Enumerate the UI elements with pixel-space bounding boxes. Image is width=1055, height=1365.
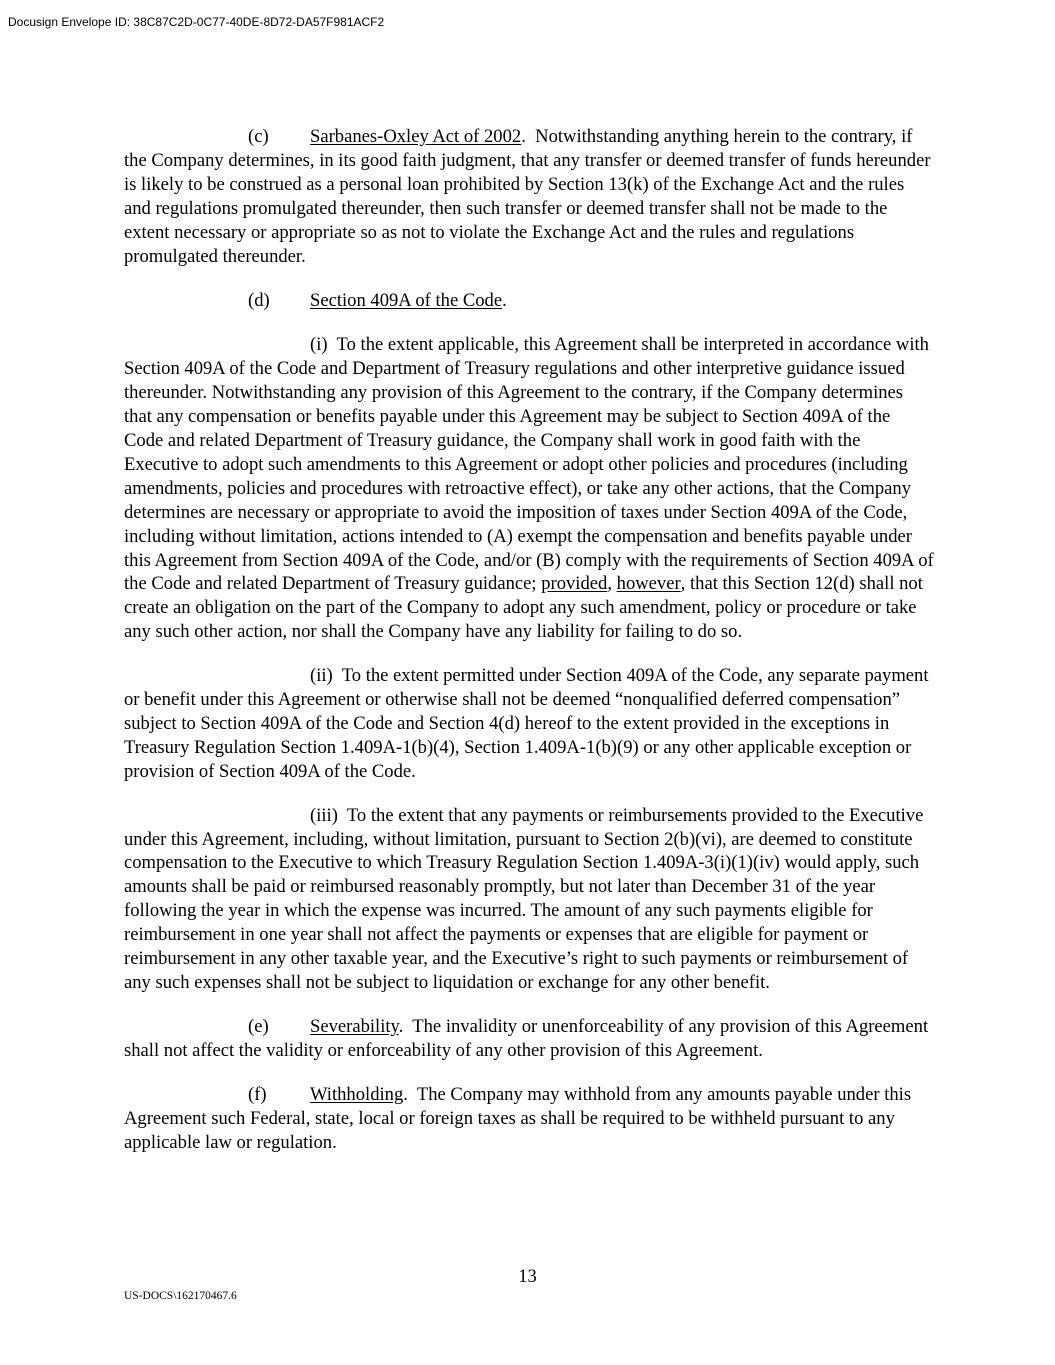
section-d-i-label: (i)	[310, 334, 328, 356]
section-c-paragraph	[124, 125, 934, 268]
section-f-heading-period: .	[403, 1083, 408, 1105]
section-c-heading-period: .	[521, 126, 526, 147]
however-term: however	[616, 573, 681, 595]
section-e-label: (e)	[248, 1015, 269, 1037]
section-d-i-text-continued: that this Section 12(d) shall not create an obligation on the part of the Company to adopt any such amendment, policy or procedure or take any such other action, nor shall the Company have any liability for failing to do so.	[124, 573, 923, 643]
section-f-paragraph	[124, 1083, 934, 1155]
section-d-iii-text: To the extent that any payments or reimbursements provided to the Executive under this Agreement, including, without limitation, pursuant to Section 2(b)(vi), are deemed to constitute compensation to the Executive to which Treasury Regulation Section 1.409A-3(i)(1)(iv) would apply, such amounts shall be paid or reimbursed reasonably promptly, but not later than December 31 of the year following the year in which the expense was incurred. The amount of any such payments eligible for reimbursement in one year shall not affect the payments or expenses that are eligible for payment or reimbursement in any other taxable year, and the Executive’s right to such payments or reimbursement of any such expenses shall not be subject to liquidation or exchange for any other benefit.	[124, 804, 924, 993]
section-d-ii-label: (ii)	[310, 665, 333, 687]
section-d-iii-label: (iii)	[310, 804, 338, 826]
document-body	[124, 125, 934, 1154]
section-d-i-text: To the extent applicable, this Agreement shall be interpreted in accordance with Section 409A of the Code and Department of Treasury regulations and other interpretive guidance issued thereunder. Notwithstanding any provision of this Agreement to the contrary, if the Company determines that any compensation or benefits payable under this Agreement may be subject to Section 409A of the Code and related Department of Treasury guidance, the Company shall work in good faith with the Executive to adopt such amendments to this Agreement or adopt other policies and procedures (including amendments, policies and procedures with retroactive effect), or take any other actions, that the Company determines are necessary or appropriate to avoid the imposition of taxes under Section 409A of the Code, including without limitation, actions intended to (A) exempt the compensation and benefits payable under this Agreement from Section 409A of the Code, and/or (B) comply with the requirements of Section 409A of the Code and related Department of Treasury guidance;	[124, 334, 934, 595]
section-e-text: The invalidity or unenforceability of any provision of this Agreement shall not affect the validity or enforceability of any other provision of this Agreement.	[124, 1015, 929, 1061]
section-e-heading: Severability	[310, 1015, 399, 1037]
section-c-text: Notwithstanding anything herein to the contrary, if the Company determines, in its good faith judgment, that any transfer or deemed transfer of funds hereunder is likely to be construed as a personal loan prohibited by Section 13(k) of the Exchange Act and the rules and regulations promulgated thereunder, then such transfer or deemed transfer shall not be made to the extent necessary or appropriate so as not to violate the Exchange Act and the rules and regulations promulgated thereunder.	[124, 126, 931, 267]
section-c-heading: Sarbanes-Oxley Act of 2002	[310, 126, 522, 147]
section-d-i-paragraph: (i) To the extent applicable, this Agreement shall be interpreted in accordance with Section 409A of the Code and Department of Treasury regulations and other interpretive guidance issued thereunder. Notwithstanding any provision of this Agreement to the contrary, if the Company determines that any compensation or benefits payable under this Agreement may be subject to Section 409A of the Code and related Department of Treasury guidance, the Company shall work in good faith with the Executive to adopt such amendments to this Agreement or adopt other policies and procedures (including amendments, policies and procedures with retroactive effect), or take any other actions, that the Company determines are necessary or appropriate to avoid the imposition of taxes under Section 409A of the Code, including without limitation, actions intended to (A) exempt the compensation and benefits payable under this Agreement from Section 409A of the Code, and/or (B) comply with the requirements of Section 409A of the Code and related Department of Treasury guidance; provided, however, that this Section 12(d) shall not create an obligation on the part of the Company to adopt any such amendment, policy or procedure or take any such other action, nor shall the Company have any liability for failing to do so.	[124, 334, 934, 643]
section-f-label: (f)	[248, 1083, 267, 1105]
section-d-iii-paragraph	[124, 804, 934, 995]
section-f-text: The Company may withhold from any amounts payable under this Agreement such Federal, state, local or foreign taxes as shall be required to be withheld pursuant to any applicable law or regulation.	[124, 1083, 912, 1153]
page-number: 13	[518, 1266, 537, 1287]
section-f-heading: Withholding	[310, 1083, 404, 1105]
section-e-paragraph	[124, 1015, 934, 1063]
section-d-heading-line	[124, 289, 934, 313]
section-e-heading-period: .	[398, 1015, 404, 1037]
section-d-heading: Section 409A of the Code	[310, 290, 503, 312]
docusign-envelope-id: Docusign Envelope ID: 38C87C2D-0C77-40DE-8D72-DA57F981ACF2	[8, 15, 385, 29]
section-d-label: (d)	[248, 290, 270, 312]
document-id: US-DOCS\162170467.6	[124, 1290, 237, 1302]
section-d-ii-paragraph	[124, 664, 934, 784]
section-d-heading-period: .	[502, 290, 507, 312]
provided-term: provided	[541, 573, 608, 595]
section-d-ii-text: To the extent permitted under Section 409A of the Code, any separate payment or benefit under this Agreement or otherwise shall not be deemed “nonqualified deferred compensation” subject to Section 409A of the Code and Section 4(d) hereof to the extent provided in the exceptions in Treasury Regulation Section 1.409A-1(b)(4), Section 1.409A-1(b)(9) or any other applicable exception or provision of Section 409A of the Code.	[124, 665, 929, 782]
section-c-label: (c)	[248, 126, 269, 147]
